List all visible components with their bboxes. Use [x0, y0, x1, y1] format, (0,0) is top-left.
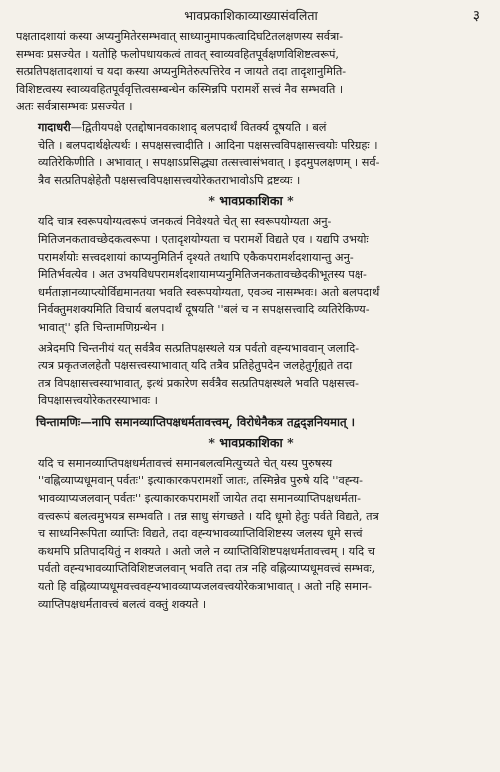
text-line: च साध्यनिरूपिता व्याप्तिः विद्यते, तदा वह्न्यभावव्याप्तिविशिष्टस्य जलस्य धूमे सत्त्वं [38, 527, 363, 541]
text-line: कथमपि प्रतिपादयितुं न शक्यते । अतो जले न व्याप्तिविशिष्टपक्षधर्मतावत्त्वम् । यदि च [38, 544, 375, 558]
text-line: ''वह्निव्याप्यधूमवान् पर्वतः'' इत्याकारकपरामर्शो जातः, तस्मिन्नेव पुरुषे यदि ''वह्न्य- [38, 474, 363, 488]
text-line: धर्मताज्ञानव्याप्त्योर्विद्यमानतया भवति स्वरूपयोग्यता, एवञ्च नासम्भवः। अतो बलपदार्थं [38, 285, 380, 299]
text-line: यतो हि वह्निव्याप्यधूमवत्त्ववह्न्यभावव्याप्यजलवत्त्वयोरेकत्राभावात् । अतो नहि समान- [38, 580, 372, 594]
section-heading-bhavaprakashika-2: * भावप्रकाशिका * [208, 434, 294, 450]
section-heading-bhavaprakashika: * भावप्रकाशिका * [208, 193, 294, 209]
text-line: व्याप्तिपक्षधर्मतावत्त्वं बलत्वं वक्तुं शक्यते । [38, 597, 207, 611]
text-line: परामर्शयोः सत्त्वदशायां काप्यनुमितिर्न दृश्यते तथापि एकैकपरामर्शदशायान्तु अनु- [38, 250, 354, 264]
text-line: सत्प्रतिपक्षतादशायां च यदा कस्या अप्यनुमितेरुत्पत्तिरेव न जायते तदा तादृशानुमिति- [16, 65, 347, 79]
text-line: विशिष्टत्वस्य स्वाव्यवहितपूर्ववृत्तित्वसम्बन्धेन कस्मिन्नपि परामर्शे सत्त्वं नैव सम्भवति । [16, 82, 344, 96]
text-line: तत्र विपक्षासत्त्वस्याभावात्, इत्थं प्रकारेण सर्वत्रैव सत्प्रतिपक्षस्थले भवति पक्षसत्त्व- [38, 376, 359, 390]
commentary-speaker: गादाधरी [38, 119, 71, 134]
running-header [16, 8, 486, 24]
text-line: त्यत्र प्रकृतजलहेतौ पक्षसत्त्वस्याभावात् यदि तत्रैव प्रतिहेतुपदेन जलहेतुर्गृह्यते तदा [38, 359, 353, 373]
paragraph-1 [16, 28, 486, 116]
text-line: भावात्'' इति चिन्तामणिग्रन्थेन । [38, 320, 165, 334]
paragraph-4 [16, 340, 486, 410]
paragraph-gadadhari [16, 119, 486, 189]
mula-text-chintamani: चिन्तामणिः—नापि समानव्याप्तिपक्षधर्मतावत्त्वम्, विरोधेनैकत्र तद्वद्ज्ञनियमात् । [36, 414, 355, 429]
text-line: भावव्याप्यजलवान् पर्वतः'' इत्याकारकपरामर्शो जायेत तदा समानव्याप्तिपक्षधर्मता- [38, 492, 361, 506]
paragraph-5 [16, 455, 486, 613]
text-line: गादाधरी—द्वितीयपक्षे एतद्दोषानवकाशाद् बलपदार्थं वितर्क्य दूषयति । बलं [38, 119, 327, 134]
text-line: चेति । बलपदार्थक्षेत्यर्थः । सपक्षसत्त्वादीति । आदिना पक्षसत्त्वविपक्षासत्त्वयोः परिग्रहः । [38, 138, 378, 152]
text-line: त्रैव सत्प्रतिपक्षेहेतौ पक्षसत्त्वविपक्षासत्त्वयोरेकतराभावोऽपि द्रष्टव्यः । [38, 173, 301, 187]
text-line: सम्भवः प्रसज्येत । यतोहि फलोपधायकत्वं तावत् स्वाव्यवहितपूर्वक्षणविशिष्टत्वरूपं, [16, 47, 339, 61]
text-line: पक्षतादशायां कस्या अप्यनुमितेरसम्भवात् साध्यानुमापकत्वादिघटितलक्षणस्य सर्वत्रा- [16, 30, 344, 43]
text-line: मितिजनकतावच्छेदकत्वरूपा । एतादृशयोग्यता च परामर्शे विद्यते एव । यद्यपि उभयोः [38, 232, 369, 246]
text-line: यदि च समानव्याप्तिपक्षधर्मतावत्त्वं समानबलत्वमित्युच्यते चेत् यस्य पुरुषस्य [38, 456, 333, 470]
text-line: मितिर्भवत्येव । अत उभयविधपरामर्शदशायामप्यनुमितिजनकतावच्छेदकीभूतस्य पक्ष- [38, 268, 367, 282]
text-line: निर्वक्तुमशक्यमिति विचार्य बलपदार्थं दूषयति ''बलं च न सपक्षसत्त्वादि व्यतिरेकिण्य- [38, 303, 370, 317]
text-line: वत्त्वरूपं बलत्वमुभयत्र सम्भवति । तन्न साधु संगच्छते । यदि धूमो हेतुः पर्वते विद्यते, तत्र [38, 509, 379, 523]
text-line: व्यतिरेकिणीति । अभावात् । सपक्षाऽप्रसिद्ध्या तत्सत्त्वासंभवात् । इदमुपलक्षणम् । सर्व- [38, 156, 380, 170]
text-line: अत्रेदमपि चिन्तनीयं यत् सर्वत्रैव सत्प्रतिपक्षस्थले यत्र पर्वतो वह्न्यभाववान् जलादि- [38, 341, 360, 355]
paragraph-3 [16, 213, 486, 336]
text-line: यदि चात्र स्वरूपयोग्यत्वरूपं जनकत्वं निवेश्यते चेत् सा स्वरूपयोग्यता अनु- [38, 215, 332, 229]
page-number: ३ [472, 8, 480, 24]
text-line: पर्वतो वह्न्यभावव्याप्तिविशिष्टजलवान् भवति तदा तत्र नहि वह्निव्याप्यधूमवत्त्वं सम्भवः, [38, 562, 376, 576]
text-line: अतः सर्वत्रासम्भवः प्रसज्येत । [16, 100, 133, 114]
text-line: विपक्षासत्त्वयोरेकतरस्याभावः । [38, 394, 158, 408]
header-title: भावप्रकाशिकाव्याख्यासंवलिता [184, 8, 318, 23]
